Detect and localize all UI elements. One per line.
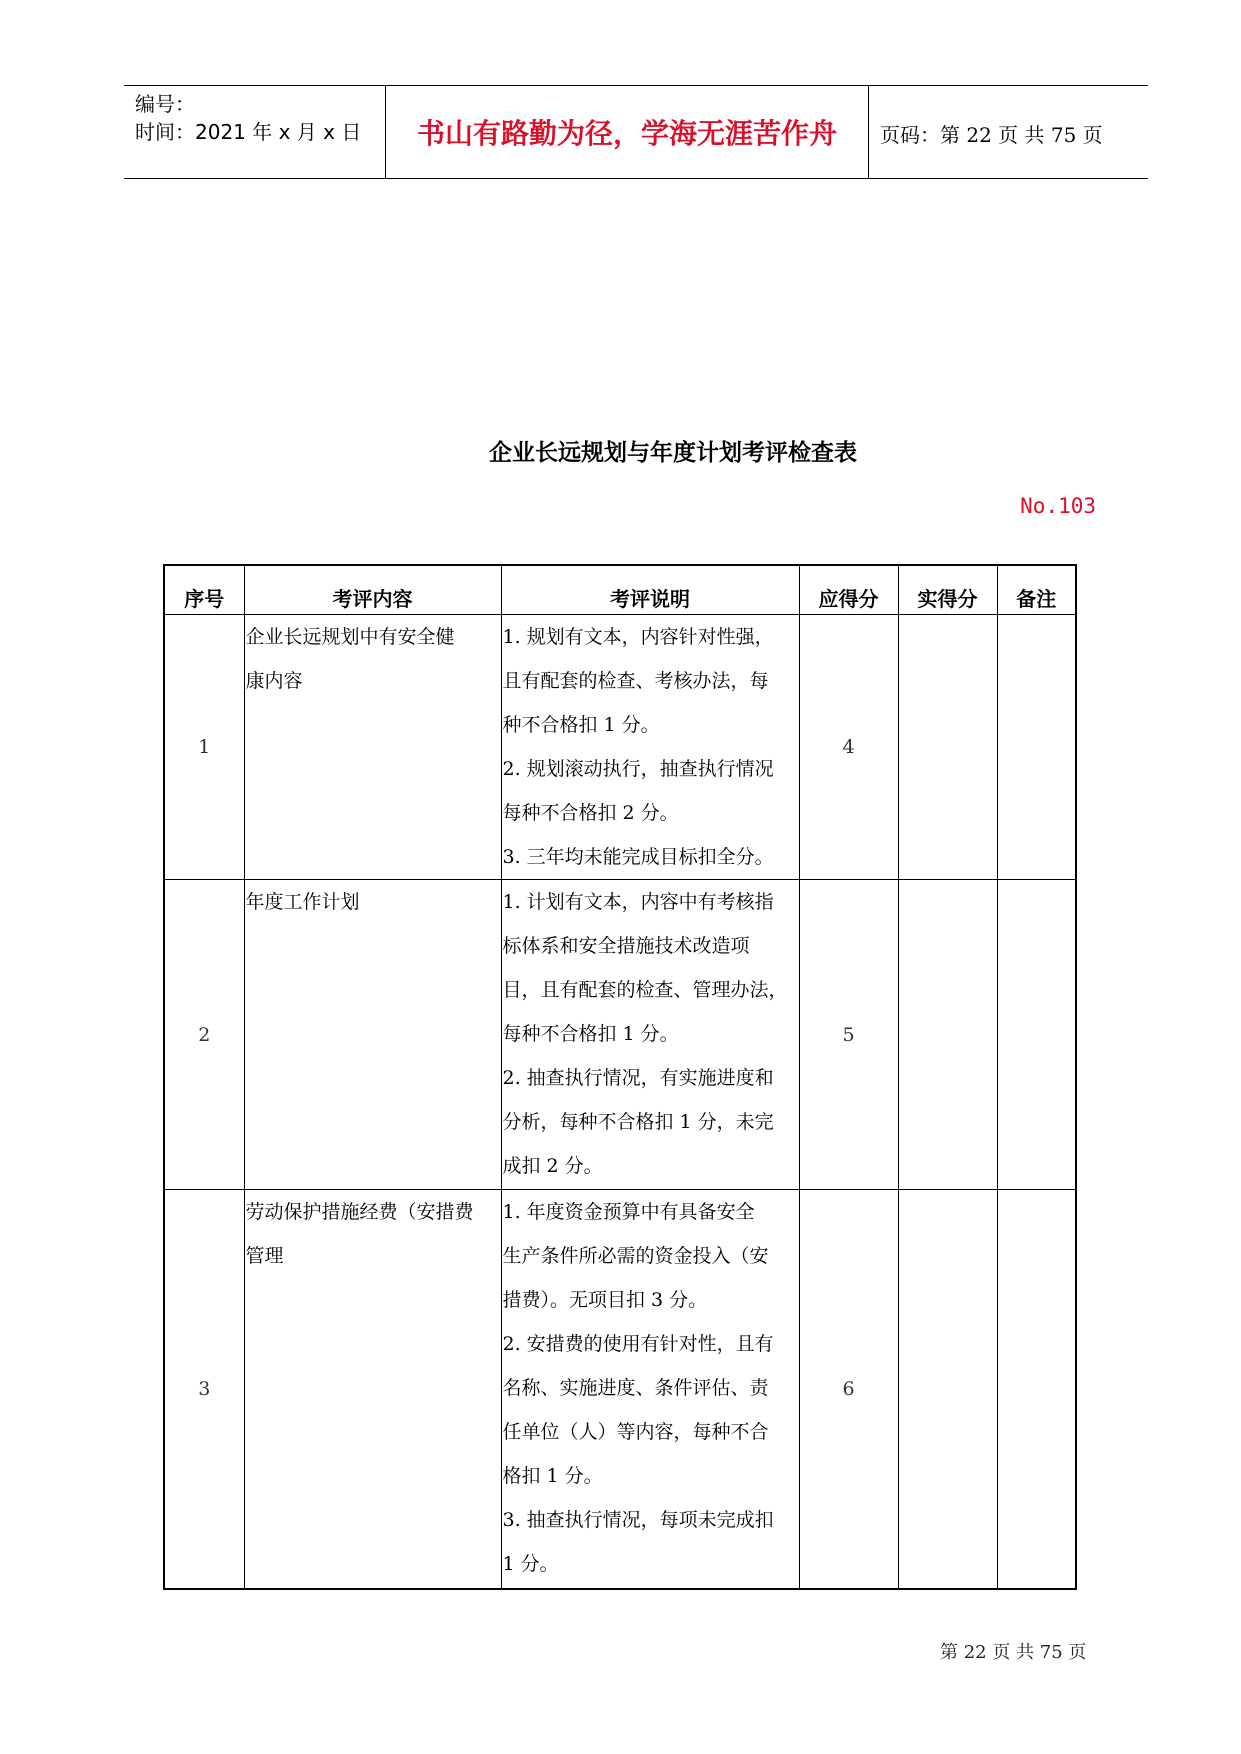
row-remark-cell[interactable]: [997, 1190, 1076, 1590]
table-row: [164, 880, 1076, 1190]
explanation-line: 且有配套的检查、考核办法，每: [502, 670, 769, 692]
explanation-line: 任单位（人）等内容，每种不合: [502, 1421, 769, 1443]
explanation-line: 2. 抽查执行情况，有实施进度和: [502, 1067, 774, 1089]
header-divider-right: [868, 85, 869, 179]
explanation-line: 1. 规划有文本，内容针对性强，: [502, 626, 774, 648]
explanation-line: 分析，每种不合格扣 1 分，未完: [502, 1111, 774, 1133]
row-content: [244, 615, 501, 880]
explanation-line: 标体系和安全措施技术改造项: [502, 935, 750, 957]
header-no: 序号: [164, 565, 244, 615]
row-explanation: [501, 1190, 799, 1590]
explanation-line: 1. 计划有文本，内容中有考核指: [502, 891, 774, 913]
explanation-line: 目，且有配套的检查、管理办法，: [502, 979, 788, 1001]
evaluation-table: [163, 564, 1077, 1590]
row-remark-cell[interactable]: [997, 615, 1076, 880]
header-remark: 备注: [997, 565, 1076, 615]
header-motto: 书山有路勤为径，学海无涯苦作舟: [416, 117, 837, 150]
header-actual: 实得分: [898, 565, 997, 615]
table-row: [164, 615, 1076, 880]
content-line: 年度工作计划: [245, 891, 360, 913]
explanation-line: 名称、实施进度、条件评估、责: [502, 1377, 769, 1399]
explanation-line: 每种不合格扣 1 分。: [502, 1023, 679, 1045]
row-number: 1: [164, 615, 244, 880]
header-date: 时间：2021 年 x 月 x 日: [135, 120, 362, 144]
row-content: [244, 880, 501, 1190]
header-content: 考评内容: [244, 565, 501, 615]
row-number: 2: [164, 880, 244, 1190]
header-top-rule: [124, 85, 1148, 86]
document-number: No.103: [1020, 494, 1096, 518]
explanation-line: 种不合格扣 1 分。: [502, 714, 660, 736]
content-line: 企业长远规划中有安全健: [245, 626, 455, 648]
content-line: 康内容: [245, 670, 303, 692]
explanation-line: 成扣 2 分。: [502, 1155, 603, 1177]
explanation-line: 每种不合格扣 2 分。: [502, 802, 679, 824]
row-content: [244, 1190, 501, 1590]
row-points: 5: [799, 880, 898, 1190]
content-line: 管理: [245, 1245, 284, 1267]
explanation-line: 生产条件所必需的资金投入（安: [502, 1245, 769, 1267]
row-explanation: [501, 880, 799, 1190]
explanation-line: 1. 年度资金预算中有具备安全: [502, 1201, 755, 1223]
table-row: [164, 1190, 1076, 1590]
page-footer: 第 22 页 共 75 页: [940, 1642, 1087, 1663]
row-points: 4: [799, 615, 898, 880]
header-bottom-rule: [124, 178, 1148, 179]
header-serial-label: 编号：: [135, 92, 195, 116]
row-actual-cell[interactable]: [898, 615, 997, 880]
row-actual-cell[interactable]: [898, 1190, 997, 1590]
header-points: 应得分: [799, 565, 898, 615]
document-title: 企业长远规划与年度计划考评检查表: [489, 439, 857, 466]
table-header-row: [164, 565, 1076, 615]
explanation-line: 格扣 1 分。: [502, 1465, 603, 1487]
explanation-line: 3. 三年均未能完成目标扣全分。: [502, 846, 774, 868]
header-page-info: 页码：第 22 页 共 75 页: [880, 123, 1103, 147]
explanation-line: 1 分。: [502, 1553, 559, 1575]
row-actual-cell[interactable]: [898, 880, 997, 1190]
explanation-line: 2. 安措费的使用有针对性，且有: [502, 1333, 774, 1355]
content-line: 劳动保护措施经费（安措费: [245, 1201, 474, 1223]
row-explanation: [501, 615, 799, 880]
row-number: 3: [164, 1190, 244, 1590]
row-points: 6: [799, 1190, 898, 1590]
header-explanation: 考评说明: [501, 565, 799, 615]
explanation-line: 2. 规划滚动执行，抽查执行情况: [502, 758, 774, 780]
explanation-line: 措费）。无项目扣 3 分。: [502, 1289, 708, 1311]
explanation-line: 3. 抽查执行情况，每项未完成扣: [502, 1509, 774, 1531]
row-remark-cell[interactable]: [997, 880, 1076, 1190]
